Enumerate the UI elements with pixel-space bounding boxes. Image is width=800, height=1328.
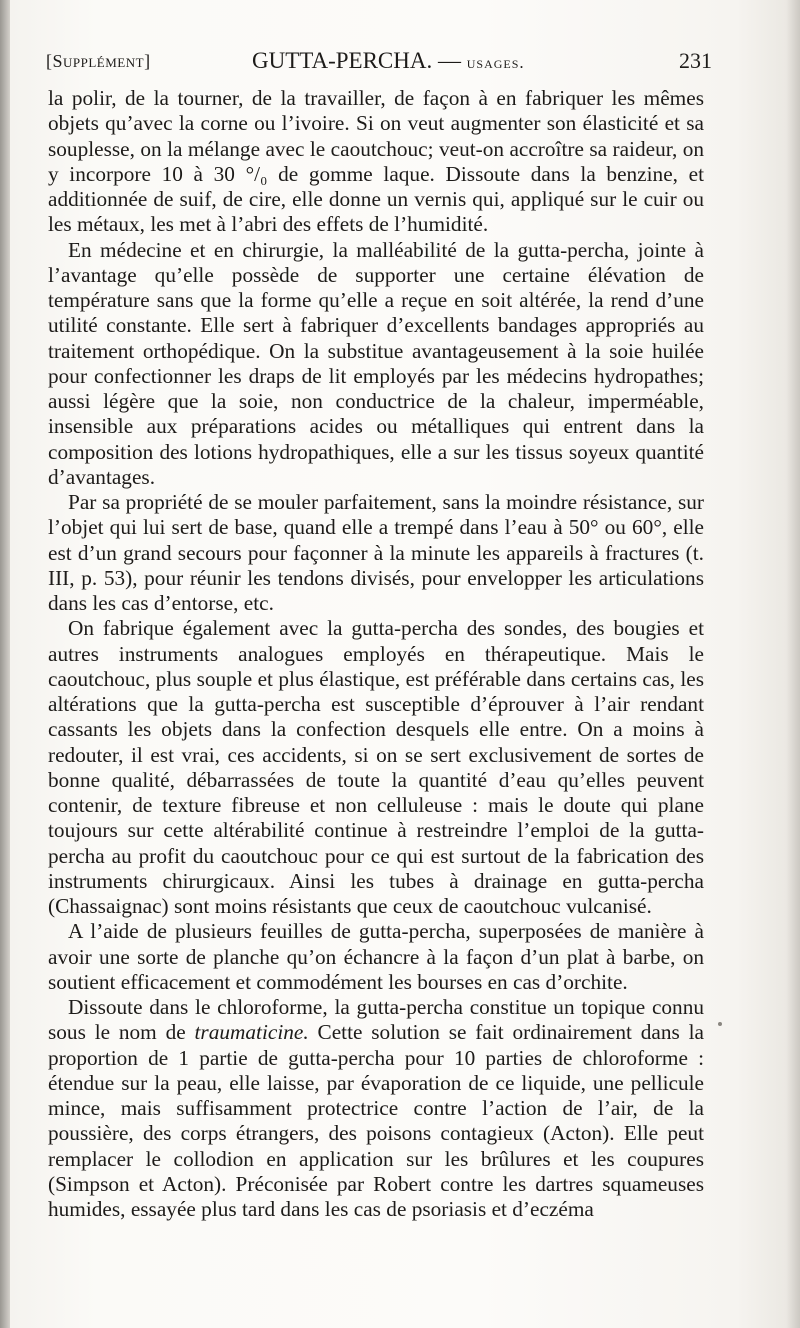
paragraph-5: A l’aide de plusieurs feuilles de gutta-percha, superposées de manière à avoir une sorte de planche qu’on échancre à la façon d’un plat à barbe, on soutient efficacement et commodément les bourses en cas d’orchite. bbox=[48, 919, 704, 994]
running-header bbox=[46, 46, 712, 76]
page-spine-shadow bbox=[0, 0, 10, 1328]
header-section-label: [Supplément] bbox=[46, 51, 151, 71]
page-edge-shadow bbox=[786, 0, 800, 1328]
body-text bbox=[48, 86, 704, 1222]
header-title bbox=[252, 46, 525, 78]
page-number: 231 bbox=[679, 48, 712, 73]
header-title-sub: usages. bbox=[466, 53, 525, 72]
paragraph-6 bbox=[48, 995, 704, 1222]
margin-speck bbox=[718, 1022, 722, 1026]
paragraph-6-start: Dissoute dans le chloroforme, la gutta-percha constitue un topique connu sous le nom de bbox=[48, 995, 704, 1045]
paragraph-2: En médecine et en chirurgie, la malléabilité de la gutta-percha, jointe à l’avantage qu’elle possède de supporter une certaine élévation de température sans que la forme qu’elle a reçue en soit altérée, la rend d’une utilité constante. Elle sert à fabriquer d’excellents bandages appropriés au traitement orthopédique. On la substitue avantageusement à la soie huilée pour confectionner les draps de lit employés par les médecins hydropathes; aussi légère que la soie, non conductrice de la chaleur, imperméable, insensible aux préparations acides ou métalliques qui entrent dans la composition des lotions hydropathiques, elle a sur les tissus soyeux quantité d’avantages. bbox=[48, 237, 704, 489]
term-traumaticine: traumaticine. bbox=[194, 1020, 309, 1045]
paragraph-1: la polir, de la tourner, de la travailler, de façon à en fabriquer les mêmes objets qu’avec la corne ou l’ivoire. Si on veut augmenter son élasticité et sa souplesse, on la mélange avec le caoutchouc; veut-on accroître sa raideur, on y incorpore 10 à 30 °/₀ de gomme laque. Dissoute dans la benzine, et additionnée de suif, de cire, elle donne un vernis qui, appliqué sur le cuir ou les métaux, les met à l’abri des effets de l’humidité. bbox=[48, 86, 704, 237]
paragraph-4: On fabrique également avec la gutta-percha des sondes, des bougies et autres instruments analogues employés en thérapeutique. Mais le caoutchouc, plus souple et plus élastique, est préférable dans certains cas, les altérations que la gutta-percha est susceptible d’éprouver à l’air rendant cassants les objets dans la confection desquels elle entre. On a moins à redouter, il est vrai, ces accidents, si on se sert exclusivement de sortes de bonne qualité, débarrassées de toute la quantité d’eau qu’elles peuvent contenir, de texture fibreuse et non celluleuse : mais le doute qui plane toujours sur cette altérabilité continue à restreindre l’emploi de la gutta-percha au profit du caoutchouc pour ce qui est surtout de la fabrication des instruments chirurgicaux. Ainsi les tubes à drainage en gutta-percha (Chassaignac) sont moins résistants que ceux de caoutchouc vulcanisé. bbox=[48, 616, 704, 918]
paragraph-6-rest: Cette solution se fait ordinairement dans la proportion de 1 partie de gutta-percha pour 10 parties de chloroforme : étendue sur la peau, elle laisse, par évaporation de ce liquide, une pellicule mince, mais suffisamment protectrice contre l’action de l’air, de la poussière, des corps étrangers, des poisons contagieux (Acton). Elle peut remplacer le collodion en application sur les brûlures et les coupures (Simpson et Acton). Préconisée par Robert contre les dartres squameuses humides, essayée plus tard dans les cas de psoriasis et d’eczéma bbox=[48, 1020, 704, 1221]
header-title-main: GUTTA-PERCHA. — bbox=[252, 48, 467, 73]
paragraph-3: Par sa propriété de se mouler parfaitement, sans la moindre résistance, sur l’objet qui lui sert de base, quand elle a trempé dans l’eau à 50° ou 60°, elle est d’un grand secours pour façonner à la minute les appareils à fractures (t. III, p. 53), pour réunir les tendons divisés, pour envelopper les articulations dans les cas d’entorse, etc. bbox=[48, 490, 704, 615]
